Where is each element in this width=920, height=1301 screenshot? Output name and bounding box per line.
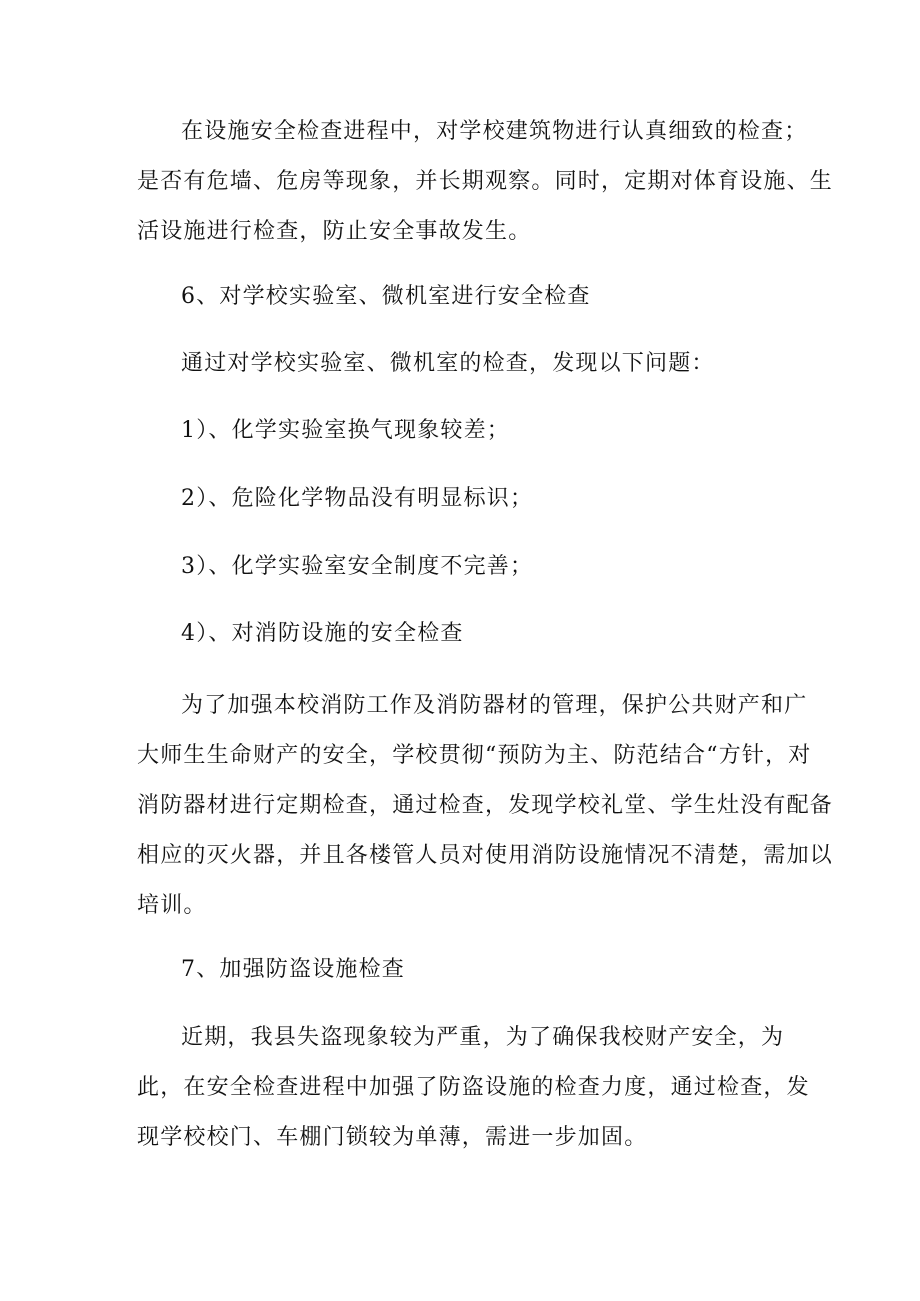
paragraph-line: 现学校校门、车棚门锁较为单薄，需进一步加固。 <box>137 1125 648 1150</box>
paragraph-line: 近期，我县失盗现象较为严重，为了确保我校财产安全，为 <box>181 1025 785 1050</box>
section-heading-7: 7、加强防盗设施检查 <box>181 957 405 982</box>
paragraph-line: 大师生生命财产的安全，学校贯彻“预防为主、防范结合“方针，对 <box>137 743 812 768</box>
paragraph-line: 消防器材进行定期检查，通过检查，发现学校礼堂、学生灶没有配备 <box>137 793 834 818</box>
list-item: 4）、对消防设施的安全检查 <box>181 621 464 646</box>
paragraph-line: 此，在安全检查进程中加强了防盗设施的检查力度，通过检查，发 <box>137 1075 810 1100</box>
list-item: 1）、化学实验室换气现象较差； <box>181 418 510 443</box>
paragraph-line: 培训。 <box>137 893 207 918</box>
paragraph-line: 为了加强本校消防工作及消防器材的管理，保护公共财产和广 <box>181 693 808 718</box>
paragraph-line: 是否有危墙、危房等现象，并长期观察。同时，定期对体育设施、生 <box>137 169 834 194</box>
section-heading-6: 6、对学校实验室、微机室进行安全检查 <box>181 284 591 309</box>
list-item: 2）、危险化学物品没有明显标识； <box>181 486 534 511</box>
list-item: 3）、化学实验室安全制度不完善； <box>181 554 534 579</box>
section-intro-6: 通过对学校实验室、微机室的检查，发现以下问题： <box>181 351 715 376</box>
paragraph-line: 在设施安全检查进程中，对学校建筑物进行认真细致的检查； <box>181 119 808 144</box>
paragraph-line: 活设施进行检查，防止安全事故发生。 <box>137 219 532 244</box>
paragraph-line: 相应的灭火器，并且各楼管人员对使用消防设施情况不清楚，需加以 <box>137 843 834 868</box>
